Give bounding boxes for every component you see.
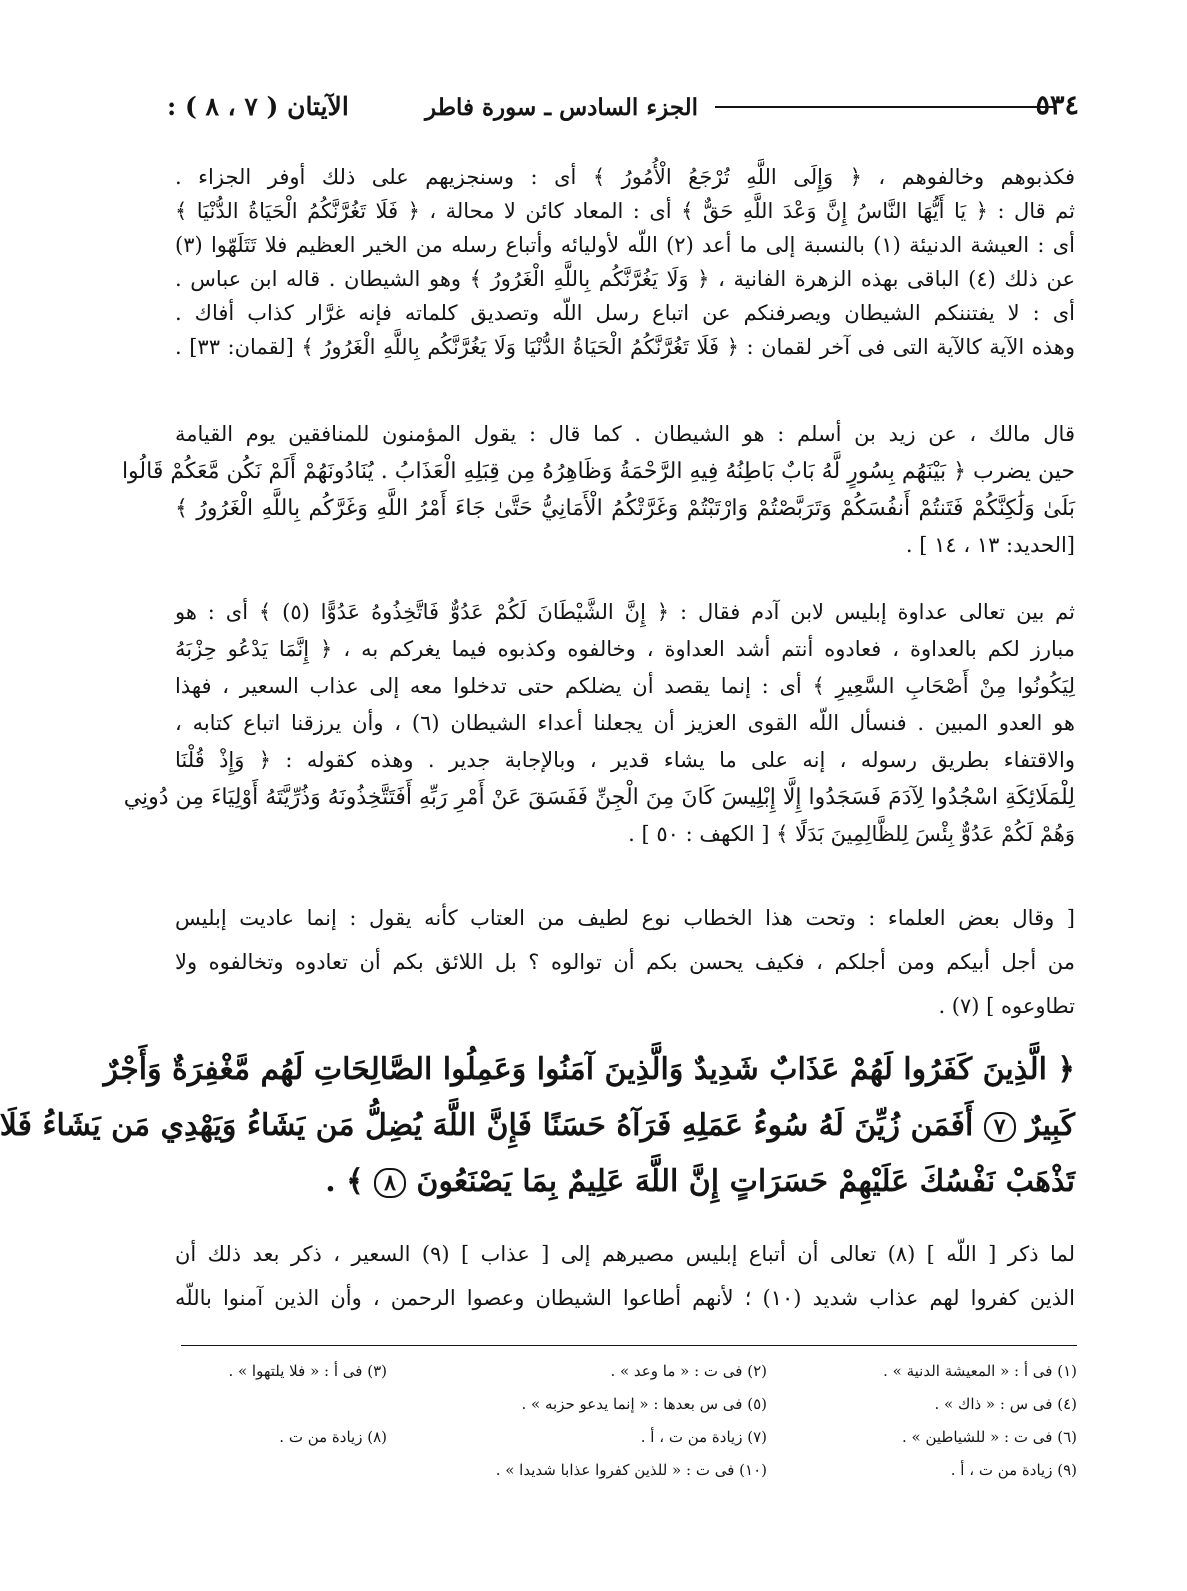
footnote: (٦) فى ت : « للشياطين » . [901,1428,1077,1446]
text-line: مبارز لكم بالعداوة ، فعادوه أنتم أشد العداوة ، وخالفوه وكذبوه فيما يغركم به ، ﴿ إِنَّمَا يَدْعُو حِزْبَهُ [175,637,1075,661]
verse-text: أَفَمَن زُيِّنَ لَهُ سُوءُ عَمَلِهِ فَرَآهُ حَسَنًا فَإِنَّ اللَّهَ يُضِلُّ مَن يَشَاءُ وَيَهْدِي مَن يَشَاءُ فَلَا [0,1108,974,1143]
paragraph-2 [121,416,1075,564]
text-line: من أجل أبيكم ومن أجلكم ، فكيف يحسن بكم أن توالوه ؟ بل اللائق بكم أن تعادوه وتخالفوه ولا [175,950,1075,974]
page-number: ٥٣٤ [1035,90,1079,121]
footnote: (١٠) فى ت : « للذين كفروا عذابا شديدا » . [495,1461,767,1479]
footnote: (١) فى أ : « المعيشة الدنية » . [883,1362,1077,1380]
paragraph-4 [175,896,1075,1028]
text-line: لِلْمَلَائِكَةِ اسْجُدُوا لِآدَمَ فَسَجَدُوا إِلَّا إِبْلِيسَ كَانَ مِنَ الْجِنِّ فَفَسَقَ عَنْ أَمْرِ رَبِّهِ أَفَتَتَّخِذُونَهُ وَذُرِّيَّتَهُ أَوْلِيَاءَ مِن دُونِي [123,785,1075,810]
verse-text: ﴾ . [325,1164,364,1199]
verse-text: كَبِيرٌ [1026,1108,1075,1143]
quran-verse-block [0,1042,1075,1210]
page-header [167,92,1079,124]
text-line: فكذبوهم وخالفوهم ، ﴿ وَإِلَى اللَّهِ تُرْجَعُ الْأُمُورُ ﴾ أى : وسنجزيهم على ذلك أوفر الجزاء . [175,165,1075,189]
verse-line [175,1154,1075,1210]
verse-text: تَذْهَبْ نَفْسُكَ عَلَيْهِمْ حَسَرَاتٍ إِنَّ اللَّهَ عَلِيمٌ بِمَا يَصْنَعُونَ [416,1164,1075,1199]
text-line: الذين كفروا لهم عذاب شديد (١٠) ؛ لأنهم أطاعوا الشيطان وعصوا الرحمن ، وأن الذين آمنوا باللّه [175,1286,1075,1310]
text-line: أى : العيشة الدنيئة (١) بالنسبة إلى ما أعد (٢) اللّه لأوليائه وأتباع رسله من الخير العظيم فلا تَتَلَهّوا (٣) [175,233,1076,257]
paragraph-1 [175,160,1075,364]
text-line: هو العدو المبين . فنسأل اللّه القوى العزيز أن يجعلنا أعداء الشيطان (٦) ، وأن يرزقنا اتباع كتابه ، [175,711,1075,735]
paragraph-5 [175,1232,1075,1320]
footnote: (٩) زيادة من ت ، أ . [950,1461,1077,1479]
juz-surah-title: الجزء السادس ـ سورة فاطر [425,94,699,121]
text-line: لما ذكر [ اللّه ] (٨) تعالى أن أتباع إبليس مصيرهم إلى [ عذاب ] (٩) السعير ، ذكر بعد ذلك أن [175,1242,1075,1266]
footnote: (٧) زيادة من ت ، أ . [640,1428,767,1446]
verse-line [0,1098,1075,1154]
text-line: والاقتفاء بطريق رسوله ، إنه على ما يشاء قدير ، وبالإجابة جدير . وهذه كقوله : ﴿ وَإِذْ قُلْنَا [175,748,1075,772]
text-line: تطاوعوه ] (٧) . [938,994,1075,1018]
text-line: حين يضرب ﴿ بَيْنَهُم بِسُورٍ لَّهُ بَابٌ بَاطِنُهُ فِيهِ الرَّحْمَةُ وَظَاهِرُهُ مِن قِبَلِهِ الْعَذَابُ . يُنَادُونَهُمْ أَلَمْ نَكُن مَّعَكُمْ قَالُوا [121,459,1075,484]
footnote: (٣) فى أ : « فلا يلتهوا » . [228,1362,387,1380]
text-line: قال مالك ، عن زيد بن أسلم : هو الشيطان . كما قال : يقول المؤمنون للمنافقين يوم القيامة [175,422,1075,446]
ayat-reference: : الآيتان ( ٧ ، ٨ ) [167,92,349,121]
footnote: (٤) فى س : « ذاك » . [934,1395,1077,1413]
paragraph-3 [123,594,1075,853]
text-line: وَهُمْ لَكُمْ عَدُوٌّ بِئْسَ لِلظَّالِمِينَ بَدَلًا ﴾ [ الكهف : ٥٠ ] . [628,822,1075,846]
header-rule [715,106,1055,108]
text-line: لِيَكُونُوا مِنْ أَصْحَابِ السَّعِيرِ ﴾ أى : إنما يقصد أن يضلكم حتى تدخلوا معه إلى عذاب السعير ، فهذا [175,674,1075,698]
text-line: أى : لا يفتننكم الشيطان ويصرفنكم عن اتباع رسل اللّه وتصديق كلماته فإنه غرَّار كذاب أفاك . [175,301,1075,325]
text-line: وهذه الآية كالآية التى فى آخر لقمان : ﴿ فَلَا تَغُرَّنَّكُمُ الْحَيَاةُ الدُّنْيَا وَلَا يَغُرَّنَّكُم بِاللَّهِ الْغَرُورُ ﴾ [لقمان: ٣٣] . [175,335,1075,359]
text-line: ثم بين تعالى عداوة إبليس لابن آدم فقال : ﴿ إِنَّ الشَّيْطَانَ لَكُمْ عَدُوٌّ فَاتَّخِذُوهُ عَدُوًّا (٥) ﴾ أى : هو [175,600,1075,624]
ayah-number-marker: ٧ [984,1112,1016,1142]
text-line: [الحديد: ١٣ ، ١٤ ] . [905,533,1075,557]
footnote: (٥) فى س بعدها : « إنما يدعو حزبه » . [521,1395,767,1413]
verse-line: ﴿ الَّذِينَ كَفَرُوا لَهُمْ عَذَابٌ شَدِيدٌ وَالَّذِينَ آمَنُوا وَعَمِلُوا الصَّالِحَاتِ لَهُم مَّغْفِرَةٌ وَأَجْرٌ [103,1052,1075,1087]
footnote: (٢) فى ت : « ما وعد » . [610,1362,767,1380]
footnote-rule [181,1345,1077,1346]
text-line: عن ذلك (٤) الباقى بهذه الزهرة الفانية ، ﴿ وَلَا يَغُرَّنَّكُم بِاللَّهِ الْغَرُورُ ﴾ وهو الشيطان . قاله ابن عباس . [175,267,1075,291]
text-line: ثم قال : ﴿ يَا أَيُّهَا النَّاسُ إِنَّ وَعْدَ اللَّهِ حَقٌّ ﴾ أى : المعاد كائن لا محالة ، ﴿ فَلَا تَغُرَّنَّكُمُ الْحَيَاةُ الدُّنْيَا ﴾ [175,199,1075,223]
footnote: (٨) زيادة من ت . [279,1428,387,1446]
ayah-number-marker: ٨ [374,1168,406,1198]
text-line: [ وقال بعض العلماء : وتحت هذا الخطاب نوع لطيف من العتاب كأنه يقول : إنما عاديت إبليس [175,906,1075,930]
text-line: بَلَىٰ وَلَٰكِنَّكُمْ فَتَنتُمْ أَنفُسَكُمْ وَتَرَبَّصْتُمْ وَارْتَبْتُمْ وَغَرَّتْكُمُ الْأَمَانِيُّ حَتَّىٰ جَاءَ أَمْرُ اللَّهِ وَغَرَّكُم بِاللَّهِ الْغَرُورُ ﴾ [175,496,1075,521]
